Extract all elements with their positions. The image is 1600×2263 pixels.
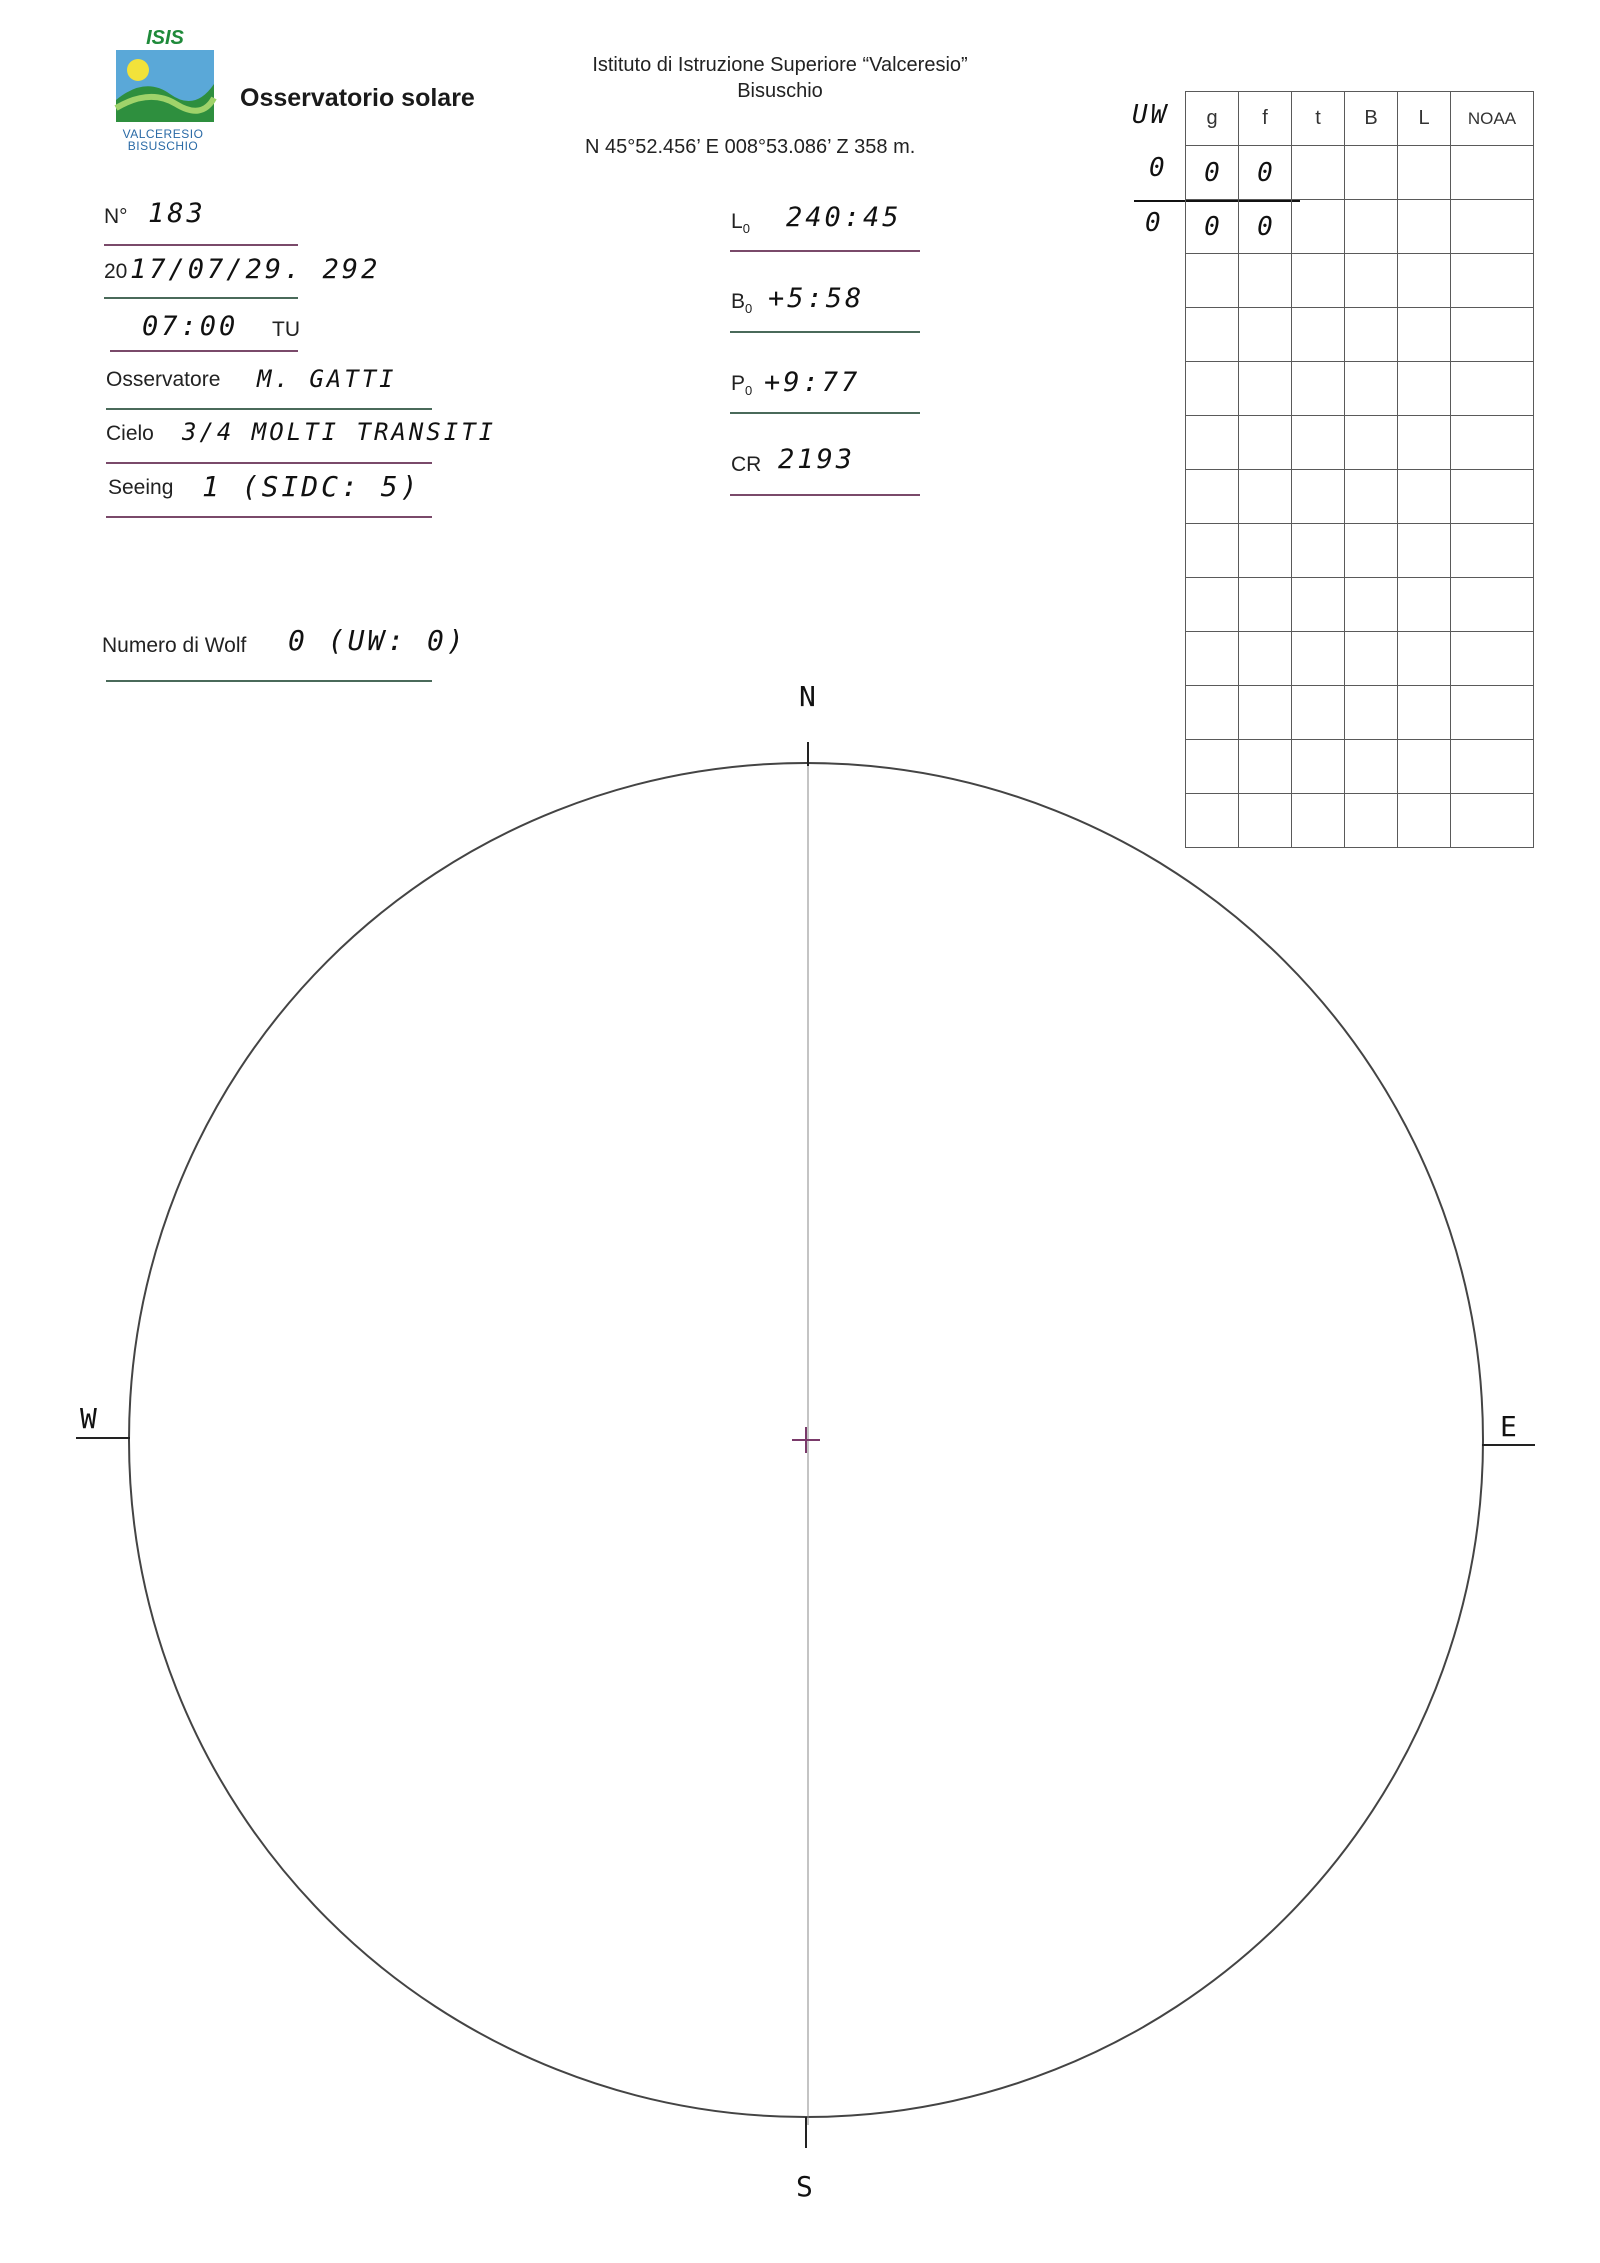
l0-label: $L_0$: [731, 210, 750, 237]
cr-label: CR: [731, 453, 762, 476]
observatory-coordinates: N 45°52.456’ E 008°53.086’ Z 358 m.: [585, 136, 916, 158]
column-header-g: g: [1186, 92, 1239, 146]
b0-label: $B_0$: [731, 290, 753, 317]
cr-value: 2193: [778, 444, 856, 475]
seeing-label: Seeing: [108, 476, 174, 499]
observatory-title: Osservatorio solare: [240, 84, 475, 112]
uw-value-2: 0: [1145, 208, 1164, 238]
east-label: E: [1500, 1410, 1517, 1443]
table-cell[interactable]: 0: [1239, 200, 1292, 254]
table-cell[interactable]: 0: [1186, 200, 1239, 254]
seeing-value: 1 (SIDC: 5): [202, 470, 421, 503]
wolf-number-value: 0 (UW: 0): [288, 624, 467, 657]
column-header-l: L: [1398, 92, 1451, 146]
sky-value: 3/4 MOLTI TRANSITI: [182, 418, 497, 446]
table-cell[interactable]: 0: [1239, 146, 1292, 200]
logo-caption-line-2: BISUSCHIO: [127, 139, 199, 153]
b0-value: +5:58: [768, 283, 865, 314]
column-header-b: B: [1345, 92, 1398, 146]
date-value: 17/07/29. 292: [130, 254, 381, 285]
p0-value: +9:77: [764, 367, 861, 398]
sky-label: Cielo: [106, 422, 154, 445]
logo-caption-line-1: VALCERESIO: [122, 127, 204, 141]
time-unit: TU: [272, 318, 300, 341]
observer-label: Osservatore: [106, 368, 221, 391]
table-cell[interactable]: 0: [1186, 146, 1239, 200]
uw-value-1: 0: [1149, 153, 1168, 183]
number-label: N°: [104, 205, 128, 228]
west-label: W: [80, 1402, 97, 1435]
wolf-number-label: Numero di Wolf: [102, 634, 247, 657]
institute-town: Bisuschio: [737, 80, 823, 102]
p0-label: $P_0$: [731, 372, 753, 399]
column-header-f: f: [1239, 92, 1292, 146]
column-header-noaa: NOAA: [1451, 92, 1534, 146]
observer-value: M. GATTI: [257, 365, 397, 393]
north-label: N: [799, 680, 816, 713]
column-header-t: t: [1292, 92, 1345, 146]
south-label: S: [796, 2170, 813, 2203]
number-value: 183: [148, 198, 206, 229]
institute-name: Istituto di Istruzione Superiore “Valceresio”: [592, 54, 968, 76]
l0-value: 240:45: [786, 202, 902, 233]
time-value: 07:00: [142, 311, 239, 342]
logo-wordmark: ISIS: [146, 28, 184, 49]
uw-header: UW: [1132, 100, 1170, 130]
date-prefix: 20: [104, 260, 128, 283]
